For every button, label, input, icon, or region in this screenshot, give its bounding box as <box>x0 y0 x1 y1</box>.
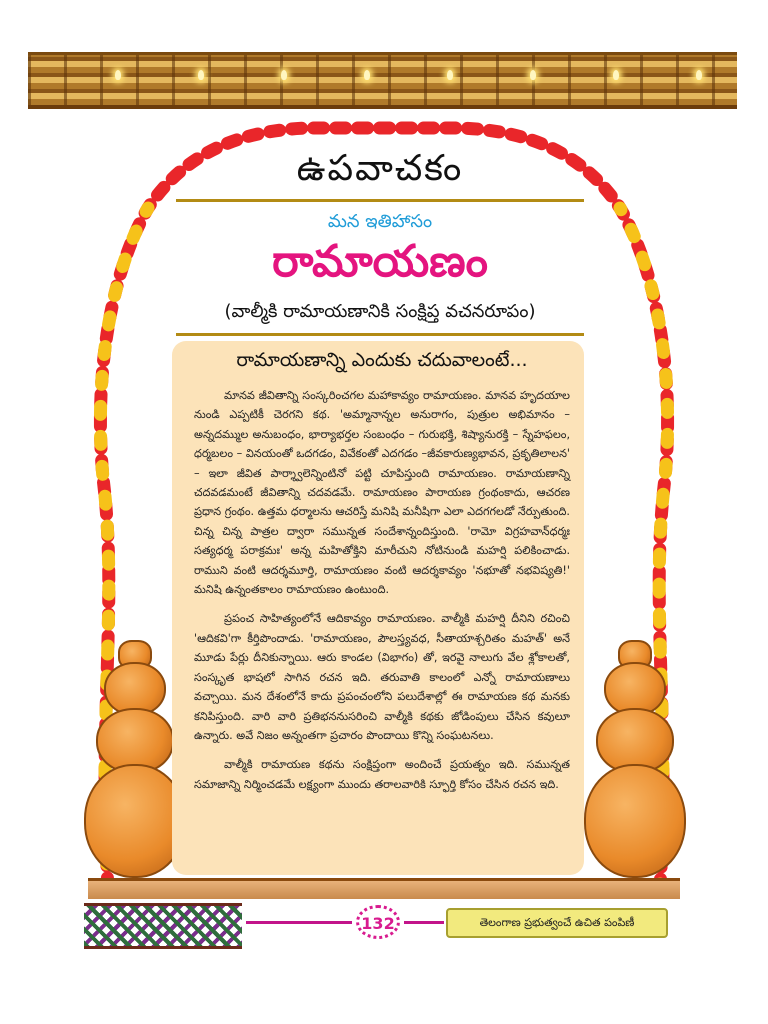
content-box-title: రామాయణాన్ని ఎందుకు చదువాలంటే... <box>236 349 528 371</box>
page-subtitle: మన ఇతిహాసం <box>327 211 433 232</box>
lamp-icon <box>696 70 702 80</box>
paragraph: ప్రపంచ సాహిత్యంలోనే ఆదికావ్యం రామాయణం. వాల్మీకి మహర్షి దీనిని రచించి 'ఆదికవి'గా కీర్తిపొందాడు. 'రామాయణం, పౌలస్త్యవధ, సీతాయాశ్చరితం మహత్' అనే మూడు పేర్లు దీనికున్నాయి. ఆరు కాండల (విభాగం) తో, ఇరవై నాలుగు వేల శ్లోకాలతో, సంస్కృత భాషలో సాగిన రచన ఇది. తరువాతి కాలంలో ఎన్నో రామాయణాలు వచ్చాయి. మన దేశంలోనే కాదు ప్రపంచంలోని పలుదేశాల్లో ఈ రామాయణ కథ మనకు కనిపిస్తుంది. వారి వారి ప్రతిభననుసరించి వాల్మీకి కథకు జోడింపులు చేసిన కవులూ ఉన్నారు. అవే నిజం అన్నంతగా ప్రచారం పొందాయి కొన్ని సంఘటనలు. <box>194 612 570 742</box>
heading-divider <box>176 199 584 202</box>
description-divider <box>176 333 584 336</box>
lamp-icon <box>198 70 204 80</box>
lamp-icon <box>613 70 619 80</box>
title-description: (వాల్మీకి రామాయణానికి సంక్షిప్త వచనరూపం) <box>224 301 536 322</box>
lamp-icon <box>364 70 370 80</box>
paragraph: వాల్మీకి రామాయణ కథను సంక్షిప్తంగా అందించే ప్రయత్నం ఇది. సమున్నత సమాజాన్ని నిర్మించడమే లక్ష్యంగా ముందు తరాలవారికి స్ఫూర్తి కోసం చేసిన రచన ఇది. <box>194 758 570 791</box>
decorative-top-border <box>28 52 737 109</box>
footer-rule-right <box>404 921 444 924</box>
content-box <box>172 341 584 875</box>
footer-decorative-pattern <box>84 903 242 949</box>
pot-base-platform <box>88 878 680 899</box>
lamp-icon <box>447 70 453 80</box>
footer-label: తెలంగాణ ప్రభుత్వంచే ఉచిత పంపిణీ <box>446 908 668 938</box>
footer-rule-left <box>246 921 352 924</box>
lamp-icon <box>281 70 287 80</box>
lamp-icon <box>530 70 536 80</box>
page-title: రామాయణం <box>272 236 488 287</box>
page-heading: ఉపవాచకం <box>296 148 464 189</box>
page-number-badge: 132 <box>356 905 400 939</box>
lamp-icon <box>115 70 121 80</box>
paragraph: మానవ జీవితాన్ని సంస్కరించగల మహాకావ్యం రామాయణం. మానవ హృదయాల నుండి ఎప్పటికీ చెరగని కథ. 'అమ్మానాన్నల అనురాగం, పుత్రుల అభిమానం – అన్నదమ్ముల అనుబంధం, భార్యాభర్తల సంబంధం – గురుభక్తి, శిష్యానురక్తి – స్నేహఫలం, ధర్మబలం – వినయంతో ఒదగడం, వివేకంతో ఎదగడం –జీవకారుణ్యభావన, ప్రకృతిలాలన' – ఇలా జీవిత పార్శ్వాలెన్నింటినో పట్టి చూపిస్తుంది రామాయణం. రామాయణాన్ని చదవడమంటే జీవితాన్ని చదవడమే. రామాయణం పారాయణ గ్రంథంకాదు, ఆచరణ ప్రధాన గ్రంథం. ఉత్తమ ధర్మాలను ఆచరిస్తే మనిషి మనీషిగా ఎలా ఎదగగలడో నేర్పుతుంది. చిన్న చిన్న పాత్రల ద్వారా సమున్నత సందేశాన్నందిస్తుంది. 'రామో విగ్రహవాన్‌ధర్మః సత్యధర్మ పరాక్రమః' అన్న మహితోక్తిని మారీచుని నోటినుండి మహర్షి పలికించాడు. రాముని వంటి ఆదర్శమూర్తి, రామాయణం వంటి ఆదర్శకావ్యం 'నభూతో నభవిష్యతి!' మనిషి ఉన్నంతకాలం రామాయణం ఉంటుంది. <box>194 389 570 597</box>
